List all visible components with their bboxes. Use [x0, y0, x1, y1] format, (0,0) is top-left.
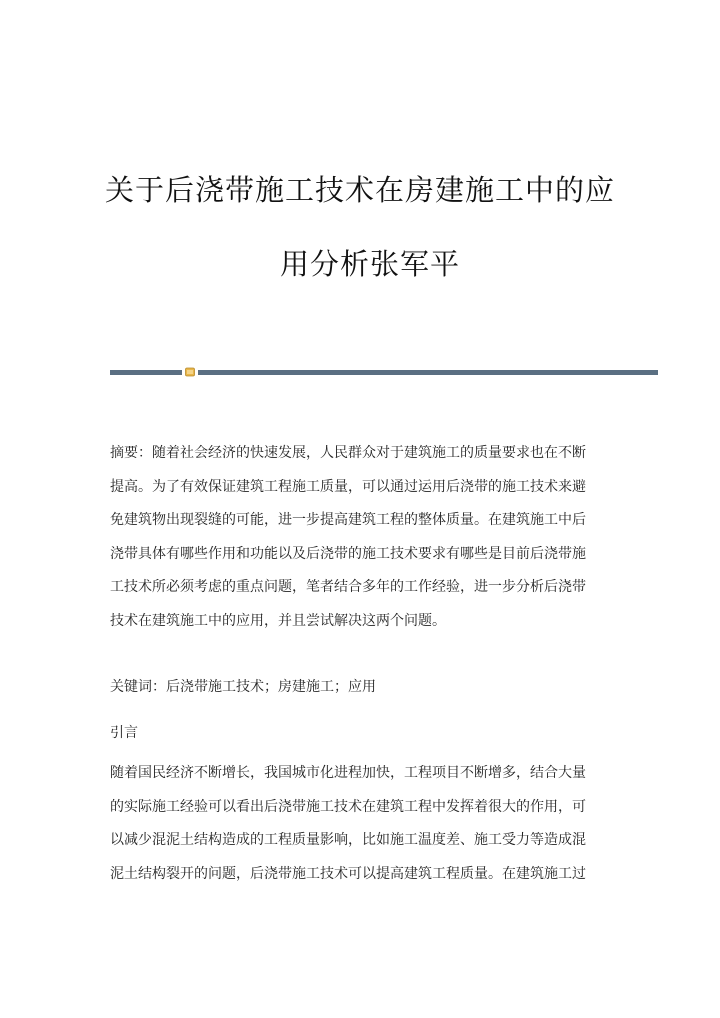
abstract-line: 摘要：随着社会经济的快速发展，人民群众对于建筑施工的质量要求也在不断 [110, 445, 586, 461]
abstract-line: 浇带具体有哪些作用和功能以及后浇带的施工技术要求有哪些是目前后浇带施 [110, 545, 586, 562]
title-divider [110, 367, 658, 377]
intro-heading: 引言 [110, 725, 138, 741]
body-line: 泥土结构裂开的问题，后浇带施工技术可以提高建筑工程质量。在建筑施工过 [110, 865, 586, 882]
keywords-line: 关键词：后浇带施工技术；房建施工；应用 [110, 679, 376, 695]
divider-emblem-icon [185, 367, 195, 377]
abstract-line: 免建筑物出现裂缝的可能，进一步提高建筑工程的整体质量。在建筑施工中后 [110, 512, 586, 528]
body-line: 以减少混泥土结构造成的工程质量影响，比如施工温度差、施工受力等造成混 [110, 832, 586, 848]
divider-right-segment [198, 370, 658, 375]
abstract-line: 技术在建筑施工中的应用，并且尝试解决这两个问题。 [110, 612, 446, 629]
abstract-line: 工技术所必须考虑的重点问题，笔者结合多年的工作经验，进一步分析后浇带 [110, 579, 586, 595]
document-title-line-2: 用分析张军平 [279, 247, 460, 281]
abstract-paragraph [110, 437, 610, 638]
body-line: 的实际施工经验可以看出后浇带施工技术在建筑工程中发挥着很大的作用，可 [110, 798, 586, 815]
body-line: 随着国民经济不断增长，我国城市化进程加快，工程项目不断增多，结合大量 [110, 765, 586, 781]
document-title-line-1: 关于后浇带施工技术在房建施工中的应 [104, 173, 615, 207]
abstract-line: 提高。为了有效保证建筑工程施工质量，可以通过运用后浇带的施工技术来避 [110, 478, 586, 495]
intro-paragraph [110, 757, 610, 891]
divider-left-segment [110, 370, 182, 375]
